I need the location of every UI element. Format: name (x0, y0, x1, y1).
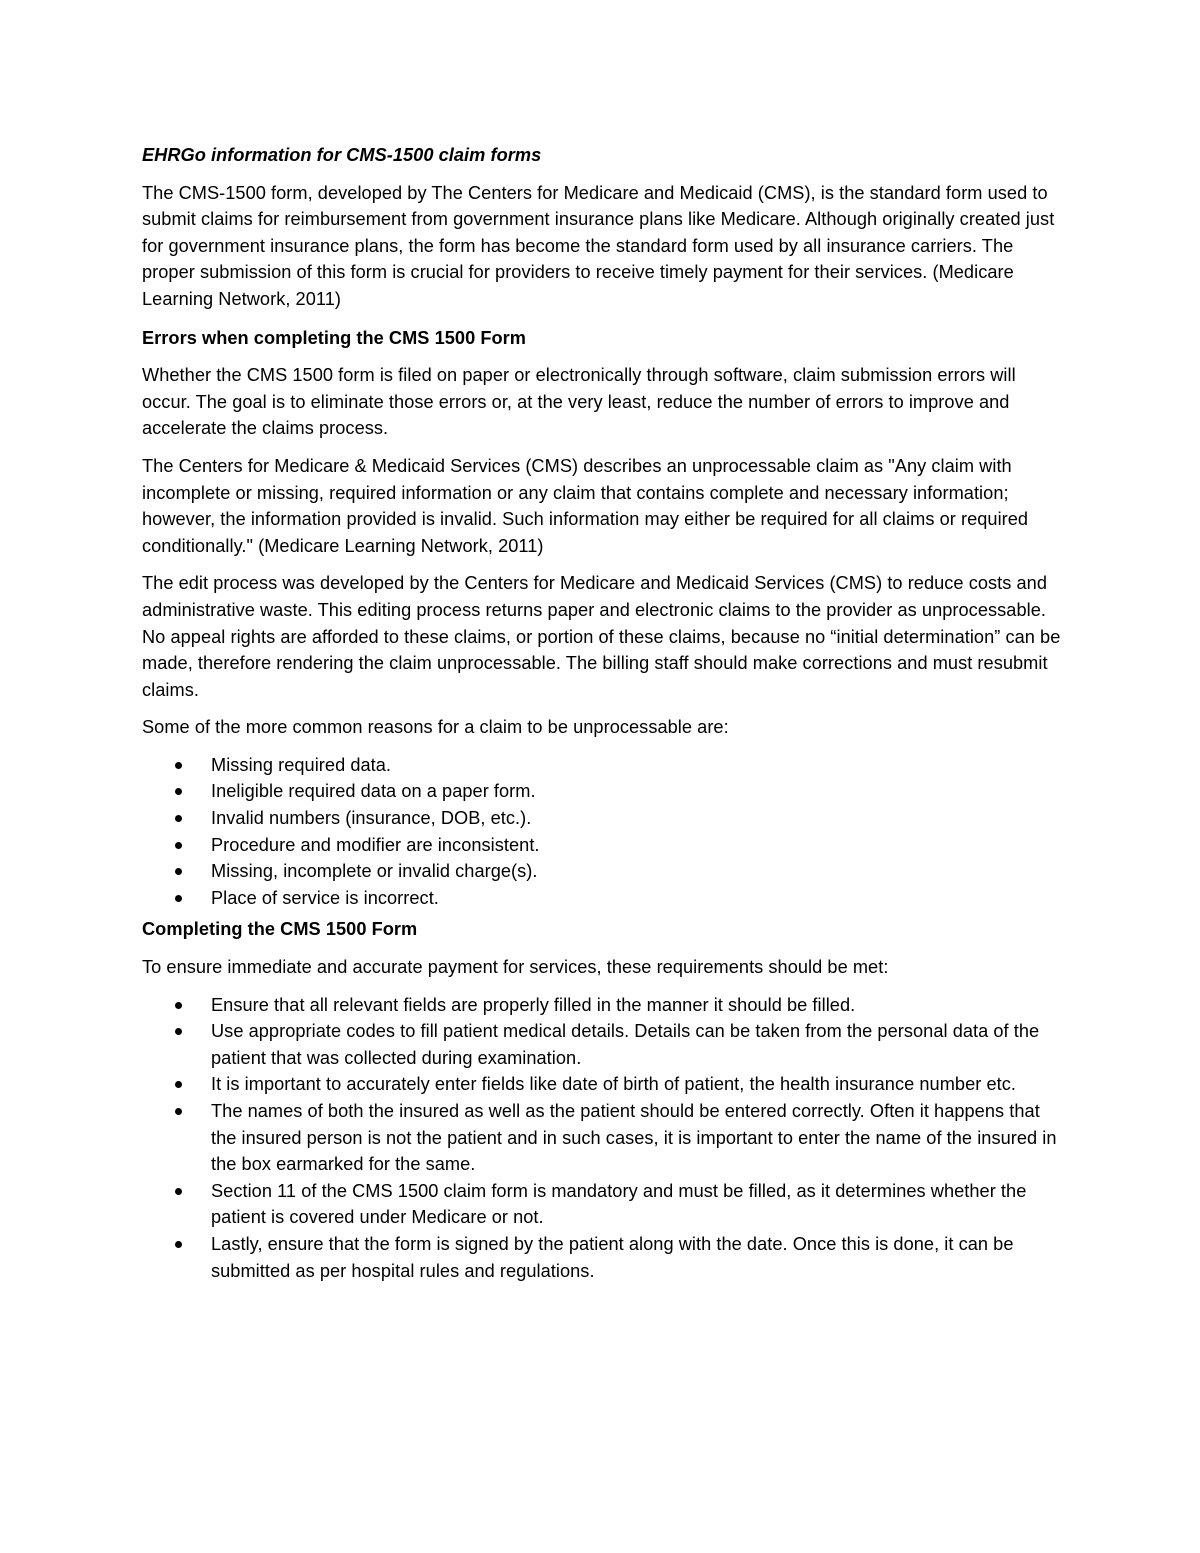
list-item (142, 1178, 1062, 1231)
document-page (142, 142, 1062, 1289)
list-item-text: Ineligible required data on a paper form. (211, 781, 536, 802)
unprocessable-reasons-list (142, 752, 1062, 912)
bullet-icon (175, 762, 182, 769)
bullet-icon (175, 842, 182, 849)
list-item-text: Invalid numbers (insurance, DOB, etc.). (211, 808, 532, 829)
intro-paragraph: The CMS-1500 form, developed by The Centers for Medicare and Medicaid (CMS), is the standard form used to submit claims for reimbursement from government insurance plans like Medicare. Although originally created just for government insurance plans, the form has become the standard form used by all insurance carriers. The proper submission of this form is crucial for providers to receive timely payment for their services. (Medicare Learning Network, 2011) (142, 182, 1055, 309)
list-item (142, 805, 1062, 832)
list-item-text: Missing required data. (211, 754, 392, 775)
list-item-text: Place of service is incorrect. (211, 887, 439, 908)
list-item-text: It is important to accurately enter fields like date of birth of patient, the health insurance number etc. (211, 1074, 1016, 1095)
list-item-text: Ensure that all relevant fields are properly filled in the manner it should be filled. (211, 994, 856, 1015)
list-item (142, 832, 1062, 859)
bullet-icon (175, 815, 182, 822)
list-item (142, 885, 1062, 912)
list-item-text: Procedure and modifier are inconsistent. (211, 834, 540, 855)
completing-intro: To ensure immediate and accurate payment for services, these requirements should be met: (142, 957, 889, 978)
bullet-icon (175, 1108, 182, 1115)
errors-paragraph: The Centers for Medicare & Medicaid Services (CMS) describes an unprocessable claim as "Any claim with incomplete or missing, required information or any claim that contains complete and necessary information; however, the information provided is invalid. Such information may either be required for all claims or required conditionally." (Medicare Learning Network, 2011) (142, 455, 1029, 556)
requirements-list (142, 992, 1062, 1285)
bullet-icon (175, 895, 182, 902)
errors-paragraph: Whether the CMS 1500 form is filed on paper or electronically through software, claim submission errors will occur. The goal is to eliminate those errors or, at the very least, reduce the number of errors to improve and accelerate the claims process. (142, 365, 1016, 439)
list-item (142, 778, 1062, 805)
list-item (142, 1071, 1062, 1098)
list-item-text: Use appropriate codes to fill patient medical details. Details can be taken from the personal data of the patient that was collected during examination. (211, 1021, 1040, 1068)
list-item-text: The names of both the insured as well as the patient should be entered correctly. Often it happens that the insured person is not the patient and in such cases, it is important to enter the name of the insured in the box earmarked for the same. (211, 1101, 1057, 1175)
document-title: EHRGo information for CMS-1500 claim forms (142, 145, 542, 165)
bullet-icon (175, 1188, 182, 1195)
list-item-text: Missing, incomplete or invalid charge(s). (211, 861, 538, 882)
list-item (142, 752, 1062, 779)
bullet-icon (175, 868, 182, 875)
errors-heading: Errors when completing the CMS 1500 Form (142, 327, 527, 348)
list-item-text: Lastly, ensure that the form is signed by the patient along with the date. Once this is done, it can be submitted as per hospital rules and regulations. (211, 1233, 1014, 1281)
bullet-icon (175, 788, 182, 795)
completing-heading: Completing the CMS 1500 Form (142, 919, 418, 940)
bullet-icon (175, 1081, 182, 1088)
bullet-icon (175, 1241, 182, 1248)
list-item (142, 1098, 1062, 1178)
list-item-text: Section 11 of the CMS 1500 claim form is mandatory and must be filled, as it determines whether the patient is covered under Medicare or not. (211, 1180, 1027, 1228)
list-item (142, 992, 1062, 1019)
errors-paragraph: The edit process was developed by the Centers for Medicare and Medicaid Services (CMS) to reduce costs and administrative waste. This editing process returns paper and electronic claims to the provider as unprocessable. No appeal rights are afforded to these claims, or portion of these claims, because no “initial determination” can be made, therefore rendering the claim unprocessable. The billing staff should make corrections and must resubmit claims. (142, 573, 1061, 700)
errors-paragraph: Some of the more common reasons for a claim to be unprocessable are: (142, 717, 729, 738)
list-item (142, 858, 1062, 885)
bullet-icon (175, 1002, 182, 1009)
bullet-icon (175, 1028, 182, 1035)
list-item (142, 1231, 1062, 1284)
list-item (142, 1018, 1062, 1071)
